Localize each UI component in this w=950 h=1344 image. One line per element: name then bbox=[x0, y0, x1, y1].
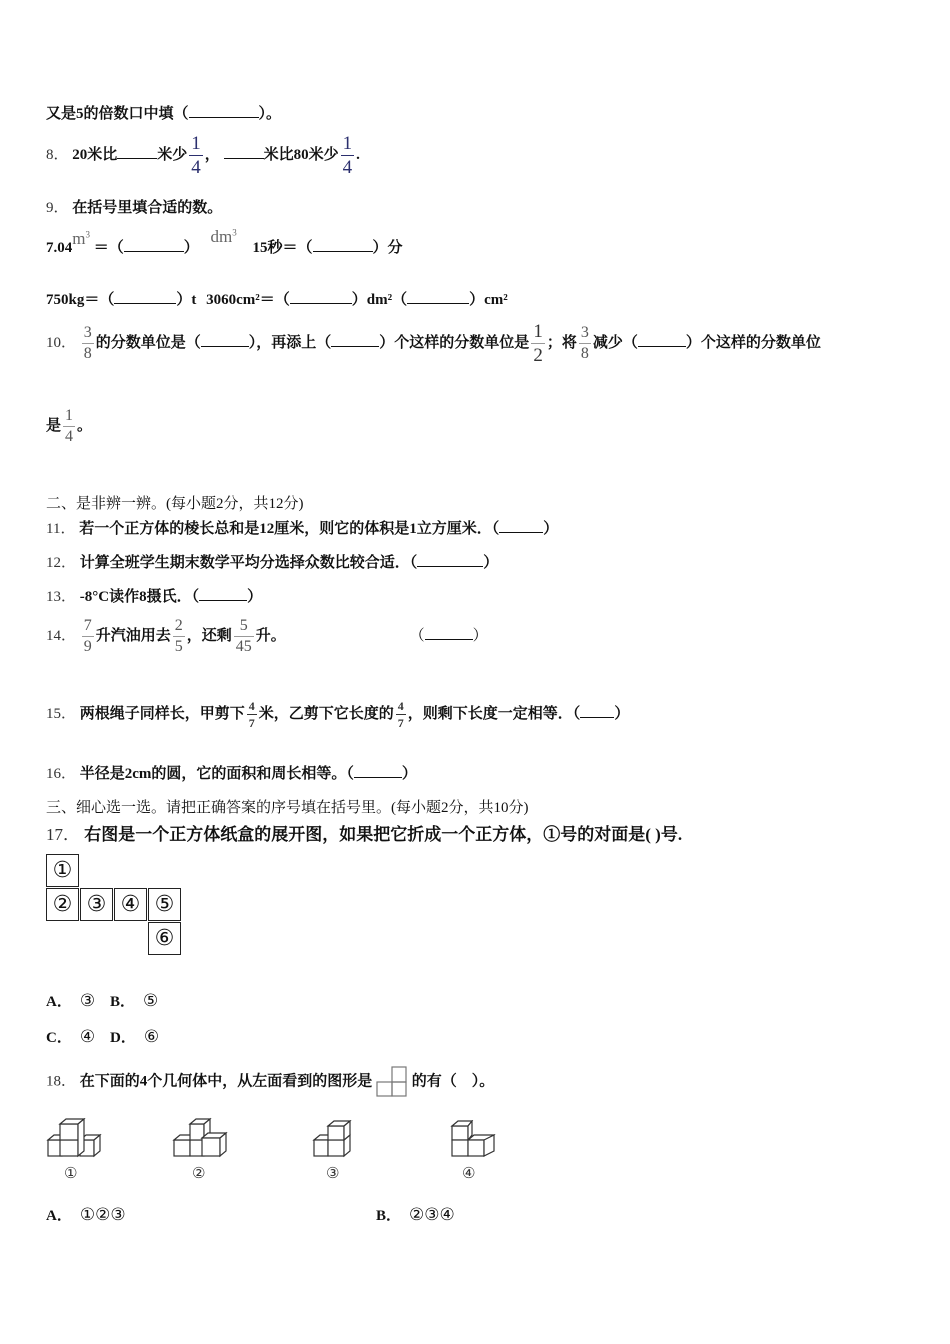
figure-label-3: ③ bbox=[326, 1164, 340, 1182]
question-9-row-2 bbox=[46, 288, 508, 309]
paren-close: ）dm²（ bbox=[351, 292, 408, 308]
solid-figure-2 bbox=[172, 1116, 232, 1160]
q15-text-2: 米，乙剪下它长度的 bbox=[258, 705, 394, 722]
answer-blank[interactable] bbox=[201, 333, 249, 347]
answer-blank[interactable] bbox=[313, 238, 373, 252]
answer-blank[interactable] bbox=[290, 290, 352, 304]
q11-text: 若一个正方体的棱长总和是12厘米，则它的体积是1立方厘米．（ bbox=[79, 521, 500, 537]
question-number: 18． bbox=[46, 1073, 77, 1090]
q17-text: 右图是一个正方体纸盒的展开图，如果把它折成一个正方体，①号的对面是( )号. bbox=[84, 825, 683, 844]
paren-close: ） bbox=[401, 766, 417, 782]
question-7-tail bbox=[46, 102, 281, 123]
question-10 bbox=[46, 322, 821, 365]
question-number: 10． bbox=[46, 334, 77, 351]
fraction: $\frac{1}{4}$ bbox=[342, 133, 353, 178]
net-cell-3: ③ bbox=[80, 888, 113, 921]
question-number: 9． bbox=[46, 200, 69, 216]
q14-text-3: 升。 bbox=[255, 627, 286, 644]
q16-text: 半径是2cm的圆，它的面积和周长相等。（ bbox=[79, 766, 354, 782]
question-10-cont bbox=[46, 408, 92, 445]
q8-text-4: 米比80米少 bbox=[263, 146, 339, 163]
paren-close: ）t bbox=[176, 292, 197, 308]
q14-text-1: 升汽油用去 bbox=[95, 627, 171, 644]
q7-end: ）。 bbox=[258, 106, 282, 122]
section-2-title: 二、是非辨一辨。(每小题2分，共12分) bbox=[46, 496, 304, 512]
option-b[interactable]: B． ⑤ bbox=[110, 991, 159, 1011]
fraction: $\frac{3}{8}$ bbox=[83, 324, 92, 362]
question-15 bbox=[46, 700, 629, 729]
q8-text-3: ， bbox=[204, 146, 220, 163]
question-number: 16． bbox=[46, 766, 77, 782]
q18-text-2: 的有（ ）。 bbox=[411, 1073, 495, 1090]
question-13 bbox=[46, 585, 262, 606]
q8-text-1: 20米比 bbox=[72, 146, 118, 163]
paren-close: ） bbox=[543, 521, 559, 537]
q10-text-5: 减少（ bbox=[592, 334, 638, 351]
answer-blank[interactable] bbox=[124, 238, 184, 252]
q8-end: . bbox=[356, 146, 360, 163]
section-3-title: 三、细心选一选。请把正确答案的序号填在括号里。(每小题2分，共10分) bbox=[46, 800, 529, 816]
q9-seconds: 15秒＝（ bbox=[252, 240, 313, 256]
option-a[interactable]: A． ①②③ bbox=[46, 1205, 126, 1225]
question-9 bbox=[46, 196, 222, 217]
question-18 bbox=[46, 1066, 494, 1098]
q15-text-1: 两根绳子同样长，甲剪下 bbox=[79, 705, 245, 722]
value: 7.04 bbox=[46, 240, 73, 256]
question-17 bbox=[46, 820, 682, 845]
net-cell-4: ④ bbox=[114, 888, 147, 921]
answer-blank[interactable] bbox=[199, 587, 247, 601]
q8-text-2: 米少 bbox=[157, 146, 188, 163]
q7-text: 又是5的倍数口中填（ bbox=[46, 106, 189, 122]
question-16 bbox=[46, 762, 417, 783]
question-9-row-1 bbox=[46, 227, 403, 257]
q10-text-3: ）个这样的分数单位是 bbox=[379, 334, 530, 351]
solid-figure-3 bbox=[312, 1120, 362, 1160]
net-cell-5: ⑤ bbox=[148, 888, 181, 921]
q12-text: 计算全班学生期末数学平均分选择众数比较合适．（ bbox=[79, 555, 418, 571]
option-b[interactable]: B． ②③④ bbox=[376, 1205, 455, 1225]
fraction: $\frac{1}{2}$ bbox=[533, 321, 543, 366]
figure-label-1: ① bbox=[64, 1164, 78, 1182]
q9-text: 在括号里填合适的数。 bbox=[72, 200, 223, 216]
figure-label-2: ② bbox=[192, 1164, 206, 1182]
answer-blank[interactable] bbox=[224, 145, 264, 159]
paren-close: ） bbox=[483, 555, 499, 571]
q18-text-1: 在下面的4个几何体中，从左面看到的图形是 bbox=[79, 1073, 373, 1090]
answer-blank[interactable] bbox=[499, 519, 543, 533]
fraction: $\frac{4}{7}$ bbox=[397, 699, 404, 730]
answer-blank[interactable] bbox=[354, 764, 402, 778]
figure-label-4: ④ bbox=[462, 1164, 476, 1182]
fraction: $\frac{1}{4}$ bbox=[65, 407, 74, 445]
left-view-shape-icon bbox=[376, 1066, 408, 1098]
question-number: 11． bbox=[46, 521, 76, 537]
question-number: 14． bbox=[46, 627, 77, 644]
q10-text-4: ；将 bbox=[546, 334, 577, 351]
q10-text-7: 是 bbox=[46, 417, 62, 434]
answer-blank[interactable] bbox=[407, 290, 469, 304]
paren-close: ） bbox=[247, 589, 263, 605]
fraction: $\frac{3}{8}$ bbox=[580, 324, 589, 362]
q10-text-1: 的分数单位是（ bbox=[95, 334, 201, 351]
q10-text-2: ），再添上（ bbox=[248, 334, 332, 351]
answer-blank[interactable] bbox=[580, 704, 614, 718]
answer-blank[interactable] bbox=[638, 333, 686, 347]
unit: $m^3$ bbox=[72, 229, 90, 248]
equals: ＝（ bbox=[93, 240, 124, 256]
fraction: $\frac{7}{9}$ bbox=[83, 617, 92, 655]
question-number: 12． bbox=[46, 555, 77, 571]
question-11 bbox=[46, 517, 558, 538]
q13-text: -8°C读作8摄氏．（ bbox=[79, 589, 200, 605]
q10-text-6: ）个这样的分数单位 bbox=[685, 334, 821, 351]
question-number: 15． bbox=[46, 705, 77, 722]
paren-close: ）分 bbox=[372, 240, 403, 256]
paren-open: （ bbox=[409, 627, 425, 644]
solid-figure-1 bbox=[46, 1118, 106, 1160]
answer-blank[interactable] bbox=[331, 333, 379, 347]
net-cell-6: ⑥ bbox=[148, 922, 181, 955]
question-12 bbox=[46, 551, 498, 572]
fraction: $\frac{2}{5}$ bbox=[174, 617, 183, 655]
question-number: 17． bbox=[46, 825, 80, 844]
answer-blank[interactable] bbox=[425, 626, 473, 640]
q14-text-2: ，还剩 bbox=[186, 627, 232, 644]
question-number: 13． bbox=[46, 589, 77, 605]
question-8 bbox=[46, 134, 360, 177]
answer-blank[interactable] bbox=[117, 145, 157, 159]
option-d[interactable]: D． ⑥ bbox=[110, 1027, 160, 1047]
q10-end: 。 bbox=[77, 417, 93, 434]
q9-cm2: 3060cm²＝（ bbox=[206, 292, 290, 308]
paren-close: ） bbox=[183, 240, 199, 256]
paren-close: ）cm² bbox=[469, 292, 508, 308]
fraction: $\frac{1}{4}$ bbox=[191, 133, 201, 178]
unit: $dm^3$ bbox=[210, 227, 237, 246]
q9-kg: 750kg＝（ bbox=[46, 292, 115, 308]
fraction: $\frac{4}{7}$ bbox=[248, 699, 255, 730]
paren-close: ） bbox=[472, 627, 488, 644]
answer-blank[interactable] bbox=[114, 290, 176, 304]
option-c[interactable]: C． ④ bbox=[46, 1027, 96, 1047]
solid-figure-4 bbox=[450, 1120, 500, 1160]
paren-close: ） bbox=[614, 705, 630, 722]
option-a[interactable]: A． ③ bbox=[46, 991, 96, 1011]
net-cell-2: ② bbox=[46, 888, 79, 921]
answer-blank[interactable] bbox=[417, 553, 483, 567]
q15-text-3: ，则剩下长度一定相等．（ bbox=[407, 705, 581, 722]
cube-net-diagram bbox=[46, 854, 182, 958]
fraction: $\frac{5}{45}$ bbox=[235, 617, 252, 655]
net-cell-1: ① bbox=[46, 854, 79, 887]
answer-blank[interactable] bbox=[189, 104, 259, 118]
question-14 bbox=[46, 618, 488, 655]
question-number: 8． bbox=[46, 146, 69, 163]
